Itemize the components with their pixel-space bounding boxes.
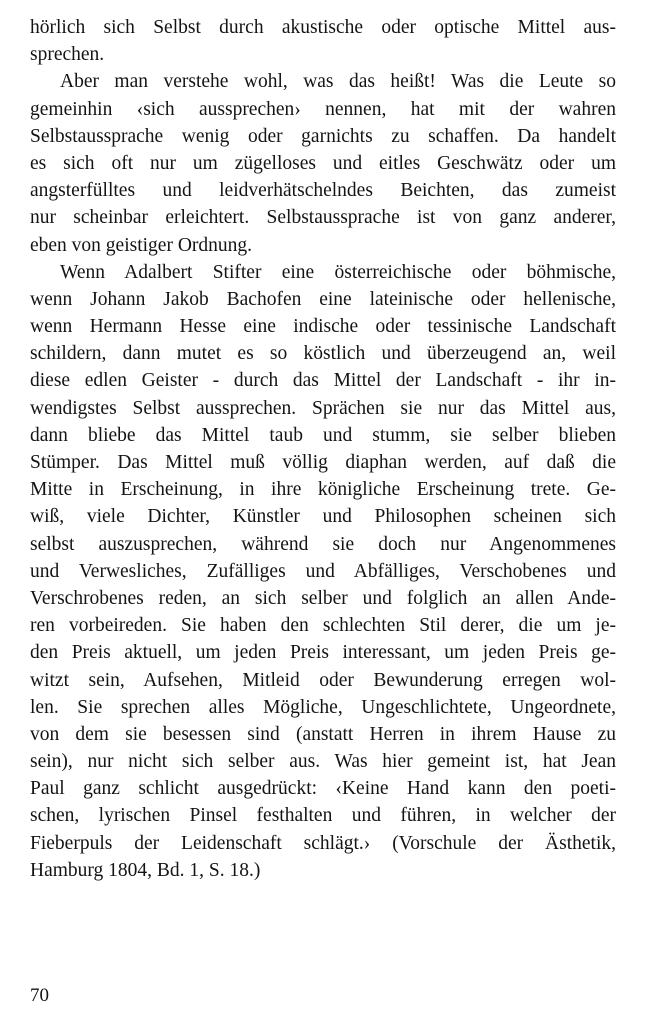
text-line: schen, lyrischen Pinsel festhalten und führen, in welcher der: [30, 805, 616, 827]
text-line: Aber man verstehe wohl, was das heißt! Was die Leute so: [60, 71, 616, 93]
text-line: Verschrobenes reden, an sich selber und folglich an allen Ande-: [30, 587, 616, 609]
paragraph-2: [30, 68, 616, 258]
text-line: und Verwesliches, Zufälliges und Abfälliges, Verschobenes und: [30, 560, 616, 582]
text-line: den Preis aktuell, um jeden Preis interessant, um jeden Preis ge-: [30, 642, 616, 664]
text-line: Hamburg 1804, Bd. 1, S. 18.): [30, 859, 261, 881]
paragraph-1: [30, 14, 616, 68]
text-line: angsterfülltes und leidverhätschelndes Beichten, das zumeist: [30, 180, 616, 202]
text-line: diese edlen Geister - durch das Mittel der Landschaft - ihr in-: [30, 370, 616, 392]
page-number: 70: [30, 985, 49, 1006]
text-line: Wenn Adalbert Stifter eine österreichische oder böhmische,: [60, 261, 616, 283]
text-line: Paul ganz schlicht ausgedrückt: ‹Keine Hand kann den poeti-: [30, 778, 616, 800]
text-line: es sich oft nur um zügelloses und eitles Geschwätz oder um: [30, 152, 616, 174]
paragraph-3: [30, 259, 616, 884]
text-line: Mitte in Erscheinung, in ihre königliche Erscheinung trete. Ge-: [30, 479, 616, 501]
page-body: [30, 14, 616, 884]
text-line: wiß, viele Dichter, Künstler und Philosophen scheinen sich: [30, 506, 616, 528]
text-line: dann bliebe das Mittel taub und stumm, sie selber blieben: [30, 424, 616, 446]
text-line: Selbstaussprache wenig oder garnichts zu schaffen. Da handelt: [30, 125, 616, 147]
text-line: ren vorbeireden. Sie haben den schlechten Stil derer, die um je-: [30, 615, 616, 637]
text-line: von dem sie besessen sind (anstatt Herren in ihrem Hause zu: [30, 723, 616, 745]
text-line: hörlich sich Selbst durch akustische oder optische Mittel aus-: [30, 17, 616, 38]
text-line: sein), nur nicht sich selber aus. Was hier gemeint ist, hat Jean: [30, 751, 616, 773]
text-line: witzt sein, Aufsehen, Mitleid oder Bewunderung erregen wol-: [30, 669, 616, 691]
text-line: Fieberpuls der Leidenschaft schlägt.› (Vorschule der Ästhetik,: [30, 832, 616, 854]
text-line: nur scheinbar erleichtert. Selbstaussprache ist von ganz anderer,: [30, 207, 616, 229]
text-line: selbst auszusprechen, während sie doch nur Angenommenes: [30, 533, 616, 555]
text-line: wenn Hermann Hesse eine indische oder tessinische Landschaft: [30, 316, 616, 338]
text-line: schildern, dann mutet es so köstlich und überzeugend an, weil: [30, 343, 616, 365]
text-line: wenn Johann Jakob Bachofen eine lateinische oder hellenische,: [30, 288, 616, 310]
text-line: len. Sie sprechen alles Mögliche, Ungeschlichtete, Ungeordnete,: [30, 696, 616, 718]
text-line: gemeinhin ‹sich aussprechen› nennen, hat mit der wahren: [30, 98, 616, 120]
text-line: wendigstes Selbst aussprechen. Sprächen sie nur das Mittel aus,: [30, 397, 616, 419]
text-line: Stümper. Das Mittel muß völlig diaphan werden, auf daß die: [30, 452, 616, 473]
text-line: sprechen.: [30, 44, 105, 66]
text-line: eben von geistiger Ordnung.: [30, 234, 253, 256]
